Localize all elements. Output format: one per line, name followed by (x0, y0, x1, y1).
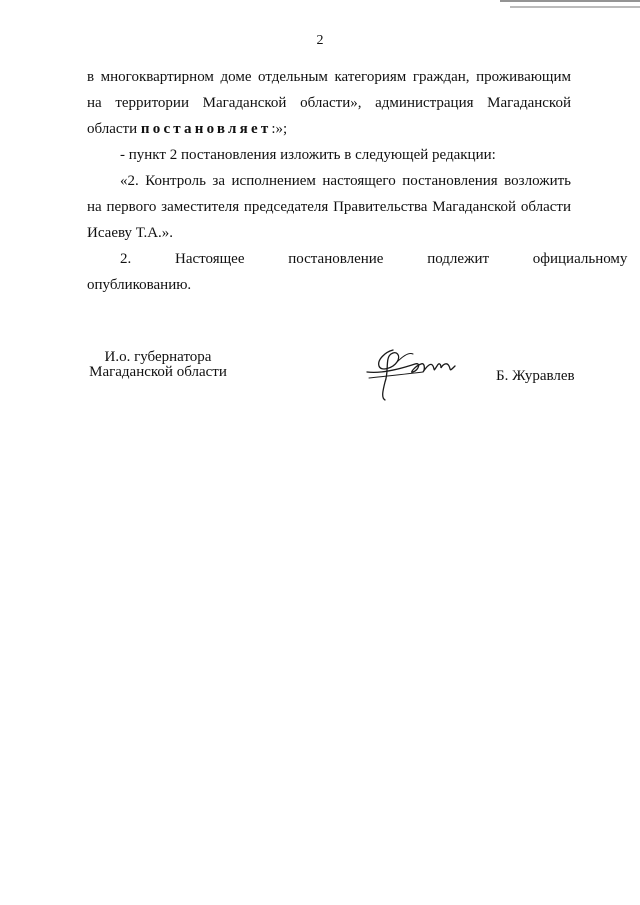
paragraph-2: - пункт 2 постановления изложить в следующей редакции: (120, 147, 496, 163)
signatory-title-line-1: И.о. губернатора (104, 349, 212, 365)
paragraph-1-suffix: :»; (271, 121, 288, 137)
paragraph-3-line-3: Исаеву Т.А.». (87, 225, 174, 241)
handwritten-signature (363, 342, 463, 404)
paragraph-3-line-1: «2. Контроль за исполнением настоящего постановления возложить (120, 173, 571, 189)
paragraph-1-line-1: в многоквартирном доме отдельным категориям граждан, проживающим (87, 69, 571, 85)
document-body (87, 64, 628, 298)
signatory-name: Б. Журавлев (496, 368, 575, 384)
paragraph-3-line-2: на первого заместителя председателя Правительства Магаданской области (87, 199, 571, 215)
page-number: 2 (316, 33, 324, 48)
signatory-title (88, 350, 228, 380)
scan-edge-mark (500, 0, 640, 14)
paragraph-1-line-2: на территории Магаданской области», администрация Магаданской (87, 95, 571, 111)
paragraph-4-line-2: опубликованию. (87, 277, 192, 293)
paragraph-4-line-1: 2. Настоящее постановление подлежит официальному (120, 251, 628, 267)
paragraph-1-prefix: области (87, 121, 141, 137)
signatory-title-line-2: Магаданской области (89, 364, 227, 380)
resolution-keyword: постановляет (140, 121, 272, 137)
paragraph-1-line-3 (87, 116, 571, 142)
